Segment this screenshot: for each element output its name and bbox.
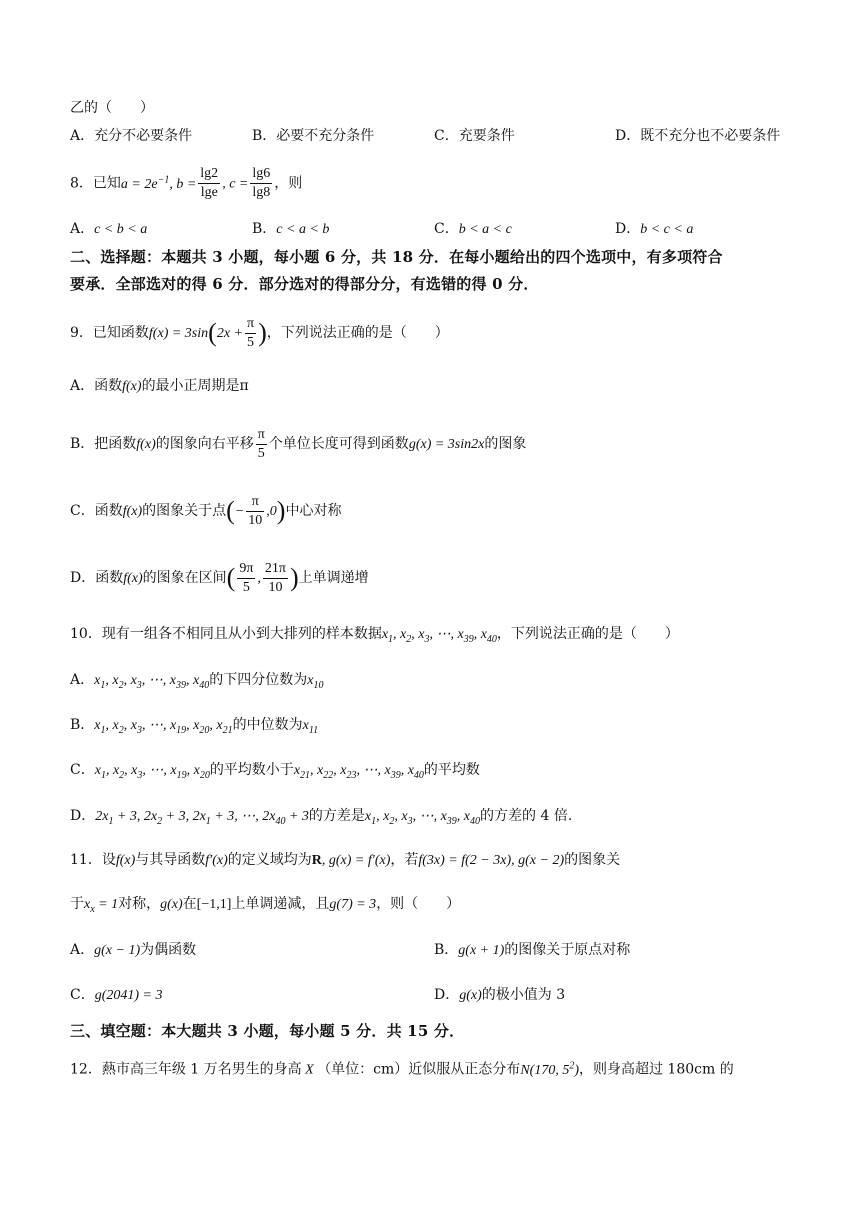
q8-a: $a = 2e^{-1}$, b = [120,174,197,192]
q11-option-b: B．g(x + 1)的图像关于原点对称 [434,942,631,958]
q8-option-c: C．b < a < c [434,221,512,237]
q10-option-a: A．$x_1$, $x_2$, $x_3$, ⋯, $x_{39}$, $x_{40}$的下四分位数为$x_{10}$ [70,672,324,691]
q11-option-c: C．g(2041) = 3 [70,987,163,1003]
q9-option-b: B．把函数f(x)的图象向右平移 $\frac{\pi}{5}$ 个单位长度可得到函数g(x) = 3sin2x的图象 [70,426,527,461]
q11-option-d: D．g(x)的极小值为 3 [434,987,566,1003]
q9-stem: 9．已知函数f(x) = 3sin(2x + $\frac{\pi}{5}$ )，下列说法正确的是（ ） [70,315,449,350]
q7-option-b: B．必要不充分条件 [252,128,375,144]
q12-stem: 12．爇市高三年级 1 万名男生的身高 X （单位：cm）近似服从正态分布N(170, $5^2$)，则身高超过 180cm 的 [70,1060,734,1078]
q8-option-b: B．c < a < b [252,221,330,237]
section2-line2: 要承．全部选对的得 6 分．部分选对的得部分分，有选错的得 0 分． [70,275,539,293]
q11-option-a: A．g(x − 1)为偶函数 [70,942,197,958]
section2-line1: 二、选择题：本题共 3 小题，每小题 6 分，共 18 分．在每小题给出的四个选项中，有多项符合 [70,248,723,266]
q7-tail: 乙的（ ） [70,100,154,116]
q9-option-a: A．函数f(x)的最小正周期是π [70,378,249,394]
q9-option-d: D．函数f(x)的图象在区间( $\frac{9\pi}{5}$ , $\frac{21\pi}{10}$ )上单调递增 [70,560,369,595]
q10-option-d: D．$2x_1 + 3$, $2x_2 + 3$, $2x_1 + 3$, ⋯, $2x_{40} + 3$的方差是$x_1$, $x_2$, $x_3$, ⋯, $x_{39}$, $x_{40}$的方差的 4 倍. [70,808,573,827]
q7-option-a: A．充分不必要条件 [70,128,193,144]
q9-option-c: C．函数f(x)的图象关于点(− $\frac{\pi}{10}$ ,0)中心对称 [70,493,342,528]
q10-option-b: B．$x_1$, $x_2$, $x_3$, ⋯, $x_{19}$, $x_{20}$, $x_{21}$的中位数为$x_{11}$ [70,717,319,736]
q11-line2: 于$x_x = 1$对称，g(x)在[−1,1]上单调递减，且g(7) = 3，则（ ） [70,896,461,915]
q10-stem: 10．现有一组各不相同且从小到大排列的样本数据$x_1$, $x_2$, $x_3$, ⋯, $x_{39}$, $x_{40}$，下列说法正确的是（ ） [70,626,679,645]
q8-c-frac: $\frac{\lg 6}{\lg 8}$ [252,166,271,201]
q10-option-c: C．$x_1$, $x_2$, $x_3$, ⋯, $x_{19}$, $x_{20}$的平均数小于$x_{21}$, $x_{22}$, $x_{23}$, ⋯, $x_{39}$, $x_{40}$的平均数 [70,762,480,781]
q8-option-a: A．c < b < a [70,221,148,237]
q8-suffix: ，则 [274,175,303,192]
q8-prefix: 8．已知 [70,175,121,192]
q11-line1: 11．设f(x)与其导函数f′(x)的定义域均为R, g(x) = f′(x)，若f(3x) = f(2 − 3x), g(x − 2)的图象关 [70,852,621,868]
q7-option-c: C．充要条件 [434,128,515,144]
section3-heading: 三、填空题：本大题共 3 小题，每小题 5 分．共 15 分． [70,1022,465,1040]
q8-stem: 8．已知$a = 2e^{-1}$, b = $\frac{\lg 2}{\lg e}$ , c = $\frac{\lg 6}{\lg 8}$ ，则 [70,166,303,201]
q8-b-frac: $\frac{\lg 2}{\lg e}$ [200,166,219,201]
q8-option-d: D．b < c < a [615,221,694,237]
q7-option-d: D．既不充分也不必要条件 [615,128,781,144]
